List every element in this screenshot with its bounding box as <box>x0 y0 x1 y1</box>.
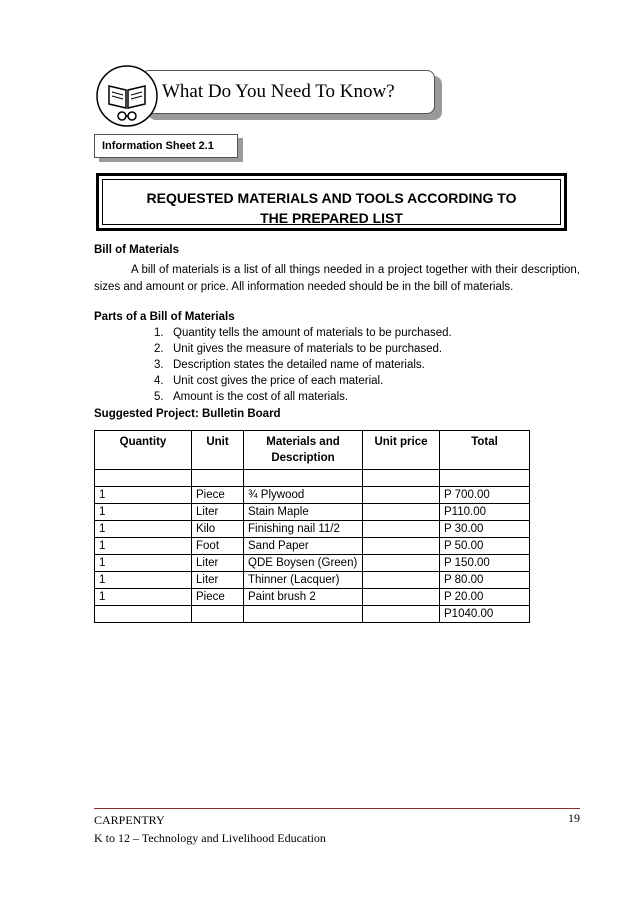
col-materials: Materials and Description <box>244 431 363 470</box>
table-cell <box>192 470 244 487</box>
page-number: 19 <box>568 811 580 825</box>
table-cell: Liter <box>192 504 244 521</box>
table-cell <box>244 470 363 487</box>
table-cell: P1040.00 <box>440 606 530 623</box>
table-cell <box>363 606 440 623</box>
table-row <box>95 487 530 504</box>
col-total: Total <box>440 431 530 470</box>
table-cell: P 20.00 <box>440 589 530 606</box>
table-header-row <box>95 431 530 470</box>
col-unit-price: Unit price <box>363 431 440 470</box>
table-cell <box>440 470 530 487</box>
table-cell: 1 <box>95 572 192 589</box>
table-row <box>95 572 530 589</box>
col-unit: Unit <box>192 431 244 470</box>
table-cell <box>363 504 440 521</box>
reading-book-icon <box>95 64 159 128</box>
footer-subject: CARPENTRY <box>94 813 165 827</box>
title-box <box>96 173 567 231</box>
list-item: 5. Amount is the cost of all materials. <box>154 391 349 403</box>
project-heading: Suggested Project: Bulletin Board <box>94 408 281 420</box>
footer-divider <box>94 808 580 809</box>
table-cell <box>363 555 440 572</box>
table-cell: 1 <box>95 487 192 504</box>
table-cell: Finishing nail 11/2 <box>244 521 363 538</box>
bill-of-materials-table <box>94 430 530 623</box>
footer-course: K to 12 – Technology and Livelihood Education <box>94 831 326 845</box>
table-row <box>95 521 530 538</box>
list-item: 4. Unit cost gives the price of each material. <box>154 375 384 387</box>
bill-paragraph: A bill of materials is a list of all things needed in a project together with their description, sizes and amount or price. All information needed should be in the bill of materials. <box>94 264 580 293</box>
table-cell: QDE Boysen (Green) <box>244 555 363 572</box>
sheet-label: Information Sheet 2.1 <box>102 140 214 152</box>
table-cell: P 30.00 <box>440 521 530 538</box>
table-cell: P110.00 <box>440 504 530 521</box>
table-cell: 1 <box>95 521 192 538</box>
table-cell <box>363 487 440 504</box>
table-cell: Kilo <box>192 521 244 538</box>
table-cell: 1 <box>95 504 192 521</box>
table-cell: P 700.00 <box>440 487 530 504</box>
banner-title: What Do You Need To Know? <box>162 81 395 102</box>
list-item: 1. Quantity tells the amount of materials to be purchased. <box>154 327 452 339</box>
list-item: 2. Unit gives the measure of materials to be purchased. <box>154 343 443 355</box>
table-cell: P 150.00 <box>440 555 530 572</box>
table-cell <box>244 606 363 623</box>
bill-heading: Bill of Materials <box>94 244 179 256</box>
table-cell: P 50.00 <box>440 538 530 555</box>
table-cell: 1 <box>95 555 192 572</box>
table-cell: Liter <box>192 555 244 572</box>
table-row <box>95 470 530 487</box>
table-cell <box>95 606 192 623</box>
table-cell: Piece <box>192 487 244 504</box>
table-cell: P 80.00 <box>440 572 530 589</box>
table-cell <box>192 606 244 623</box>
table-cell: Thinner (Lacquer) <box>244 572 363 589</box>
table-row <box>95 606 530 623</box>
table-cell <box>363 589 440 606</box>
table-cell: 1 <box>95 589 192 606</box>
section-banner <box>141 70 435 114</box>
table-cell <box>363 572 440 589</box>
table-cell <box>363 521 440 538</box>
table-cell <box>363 470 440 487</box>
table-row <box>95 538 530 555</box>
table-cell: Stain Maple <box>244 504 363 521</box>
table-cell: Foot <box>192 538 244 555</box>
table-cell: Piece <box>192 589 244 606</box>
parts-list <box>154 325 452 405</box>
page-title: REQUESTED MATERIALS AND TOOLS ACCORDING TO THE PREPARED LIST <box>146 190 517 226</box>
table-cell: 1 <box>95 538 192 555</box>
table-cell: Sand Paper <box>244 538 363 555</box>
table-row <box>95 555 530 572</box>
table-body <box>95 470 530 623</box>
table-cell: ¾ Plywood <box>244 487 363 504</box>
table-cell: Liter <box>192 572 244 589</box>
col-quantity: Quantity <box>95 431 192 470</box>
parts-heading: Parts of a Bill of Materials <box>94 311 235 323</box>
list-item: 3. Description states the detailed name of materials. <box>154 359 425 371</box>
footer-text <box>94 811 326 847</box>
table-row <box>95 504 530 521</box>
table-cell <box>363 538 440 555</box>
sheet-tab <box>94 134 238 158</box>
table-cell: Paint brush 2 <box>244 589 363 606</box>
table-cell <box>95 470 192 487</box>
table-row <box>95 589 530 606</box>
